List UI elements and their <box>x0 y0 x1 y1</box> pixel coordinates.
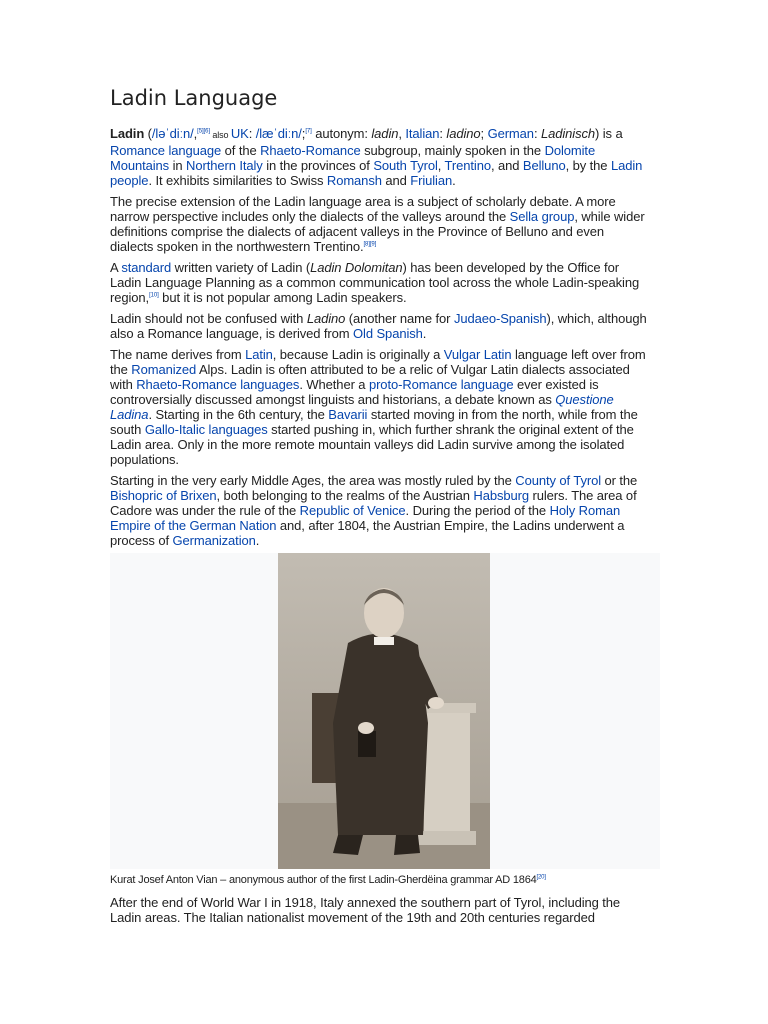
citation-link[interactable]: [10] <box>149 292 159 299</box>
text-span: in the provinces of <box>262 158 374 173</box>
dolomite-mountains-link[interactable]: Dolomite Mountains <box>110 143 596 173</box>
text-span: . <box>255 533 260 548</box>
text-span: , and <box>490 158 523 173</box>
article-body <box>110 126 650 554</box>
text-italic: ladin <box>371 126 399 141</box>
text-span: : <box>533 126 541 141</box>
text-span: written variety of Ladin ( <box>171 260 311 275</box>
citation-link[interactable]: [7] <box>305 128 312 135</box>
text-span: , <box>193 126 198 141</box>
proto-romance-link[interactable]: proto-Romance language <box>368 377 514 392</box>
romansh-link[interactable]: Romansh <box>326 173 382 188</box>
belluno-link[interactable]: Belluno <box>522 158 566 173</box>
sella-group-link[interactable]: Sella group <box>509 209 575 224</box>
germanization-link[interactable]: Germanization <box>172 533 256 548</box>
paragraph-middle-ages <box>110 473 650 548</box>
text-span: started pushing in, which further shrank the original extent of the Ladin area. Only in the more remote mountain valleys did Ladin survive among the isolated populations. <box>110 422 634 467</box>
text-italic: Ladin Dolomitan <box>310 260 403 275</box>
vulgar-latin-link[interactable]: Vulgar Latin <box>443 347 512 362</box>
gallo-italic-link[interactable]: Gallo-Italic languages <box>144 422 268 437</box>
text-span: The precise extension of the Ladin language area is a subject of scholarly debate. A more narrow perspective includes only the dialects of the valleys around the <box>110 194 616 224</box>
text-span: . Whether a <box>299 377 369 392</box>
standard-link[interactable]: standard <box>121 260 172 275</box>
latin-link[interactable]: Latin <box>245 347 273 362</box>
text-span: in <box>169 158 187 173</box>
text-span: of the <box>221 143 261 158</box>
habsburg-link[interactable]: Habsburg <box>473 488 529 503</box>
ipa-link[interactable]: /læˈdiːn/ <box>255 126 302 141</box>
article-title: Ladin Language <box>110 86 278 110</box>
text-span: A <box>110 260 122 275</box>
ipa-link[interactable]: /ləˈdiːn/ <box>151 126 194 141</box>
text-span: ), which, although also a Romance language, is derived from <box>110 311 647 341</box>
text-span: After the end of World War I in 1918, Italy annexed the southern part of Tyrol, including the Ladin areas. The Italian nationalist movement of the 19th and 20th centuries regarded <box>110 895 621 925</box>
text-span: . During the period of the <box>405 503 550 518</box>
text-italic: ladino <box>446 126 481 141</box>
text-span: , <box>437 158 445 173</box>
text-italic: Ladinisch <box>540 126 595 141</box>
south-tyrol-link[interactable]: South Tyrol <box>373 158 438 173</box>
text-span: or the <box>601 473 638 488</box>
text-italic: Ladino <box>306 311 346 326</box>
portrait-figure <box>110 553 660 869</box>
italian-link[interactable]: Italian <box>405 126 440 141</box>
caption-text: Kurat Josef Anton Vian – anonymous author of the first Ladin-Gherdëina grammar AD 1864 <box>110 874 537 886</box>
romance-language-link[interactable]: Romance language <box>110 143 222 158</box>
ladin-people-link[interactable]: Ladin people <box>110 158 643 188</box>
text-span: subgroup, mainly spoken in the <box>360 143 545 158</box>
text-span: ( <box>144 126 152 141</box>
text-span: . <box>422 326 427 341</box>
text-span: . <box>452 173 456 188</box>
text-span: ) is a <box>595 126 623 141</box>
text-span: Ladin should not be confused with <box>110 311 307 326</box>
text-span: . Starting in the 6th century, the <box>148 407 329 422</box>
northern-italy-link[interactable]: Northern Italy <box>186 158 263 173</box>
holy-roman-empire-link[interactable]: Holy Roman Empire of the German Nation <box>110 503 621 533</box>
uk-link[interactable]: UK <box>230 126 249 141</box>
text-span: ; <box>301 126 306 141</box>
text-span: Alps. Ladin is often attributed to be a relic of Vulgar Latin dialects associated with <box>110 362 630 392</box>
text-span: and <box>381 173 411 188</box>
rhaeto-romance-languages-link[interactable]: Rhaeto-Romance languages <box>136 377 300 392</box>
text-span: : <box>248 126 256 141</box>
text-span: autonym: <box>311 126 372 141</box>
text-span: , because Ladin is originally a <box>272 347 444 362</box>
text-span: ; <box>480 126 488 141</box>
text-span: (another name for <box>345 311 454 326</box>
citation-link[interactable]: [5][6] <box>197 128 210 135</box>
judaeo-spanish-link[interactable]: Judaeo-Spanish <box>453 311 547 326</box>
text-span: started moving in from the north, while from the south <box>110 407 638 437</box>
bavarii-link[interactable]: Bavarii <box>328 407 368 422</box>
paragraph-standard <box>110 260 650 305</box>
friulian-link[interactable]: Friulian <box>410 173 453 188</box>
text-span: but it is not popular among Ladin speakers. <box>158 290 407 305</box>
romanized-link[interactable]: Romanized <box>131 362 197 377</box>
paragraph-name-origin <box>110 347 650 467</box>
text-span: . It exhibits similarities to Swiss <box>148 173 327 188</box>
text-span: language left over from the <box>110 347 646 377</box>
trentino-link[interactable]: Trentino <box>444 158 491 173</box>
text-span: , <box>398 126 406 141</box>
text-span: and, after 1804, the Austrian Empire, the Ladins underwent a process of <box>110 518 625 548</box>
portrait-photo <box>278 553 490 869</box>
portrait-illustration <box>278 553 490 869</box>
text-span: , by the <box>565 158 611 173</box>
paragraph-intro <box>110 126 650 188</box>
text-span: : <box>439 126 447 141</box>
figure-caption <box>110 874 660 887</box>
republic-of-venice-link[interactable]: Republic of Venice <box>299 503 406 518</box>
bishopric-of-brixen-link[interactable]: Bishopric of Brixen <box>110 488 217 503</box>
term-ladin: Ladin <box>110 126 145 141</box>
text-span: ) has been developed by the Office for Ladin Language Planning as a common communication tool across the whole Ladin-speaking region, <box>110 260 640 305</box>
citation-link[interactable]: [20] <box>536 874 546 881</box>
text-span: , while wider definitions comprise the dialects of adjacent valleys in the Province of Belluno and even dialects spoken in the northwestern Trentino. <box>110 209 645 254</box>
questione-ladina-link[interactable]: Questione Ladina <box>110 392 614 422</box>
paragraph-ww1 <box>110 895 650 925</box>
text-span: , both belonging to the realms of the Austrian <box>216 488 474 503</box>
county-of-tyrol-link[interactable]: County of Tyrol <box>515 473 601 488</box>
paragraph-extension <box>110 194 650 254</box>
text-span: Starting in the very early Middle Ages, the area was mostly ruled by the <box>110 473 516 488</box>
rhaeto-romance-link[interactable]: Rhaeto-Romance <box>260 143 361 158</box>
citation-link[interactable]: [8][9] <box>363 241 377 248</box>
text-span: rulers. The area of Cadore was under the rule of the <box>110 488 637 518</box>
text-span: ever existed is controversially discussed amongst linguists and historians, a debate known as <box>110 377 599 407</box>
text-span: The name derives from <box>110 347 246 362</box>
text-span: also <box>209 130 231 140</box>
old-spanish-link[interactable]: Old Spanish <box>353 326 423 341</box>
paragraph-ladino <box>110 311 650 341</box>
german-link[interactable]: German <box>487 126 534 141</box>
